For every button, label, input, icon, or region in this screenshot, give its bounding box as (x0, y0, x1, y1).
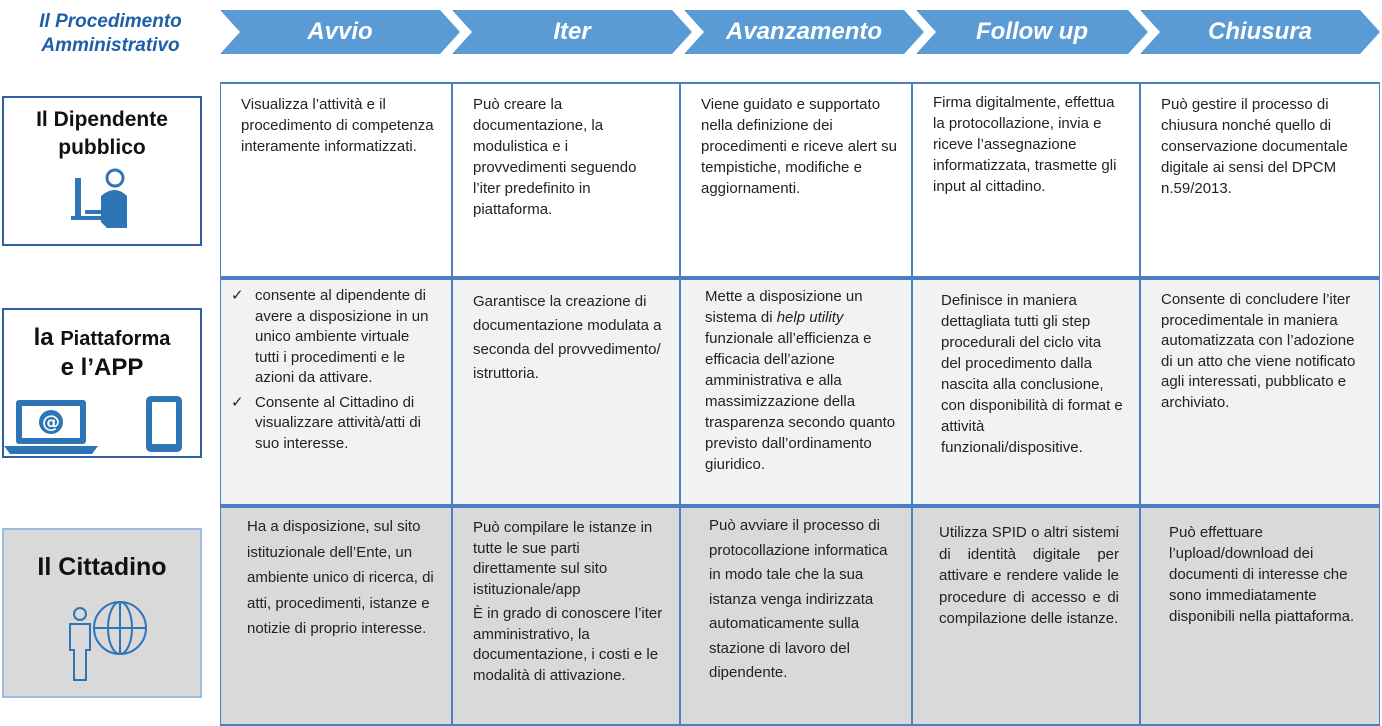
cell-piattaforma-chiusura: Consente di concludere l’iter procedimentale in maniera automatizzata con l’adozione di un atto che viene notificato agli interessati, pubblicato e archiviato. (1140, 278, 1380, 506)
cell-dipendente-avanzamento: Viene guidato e supportato nella definizione dei procedimenti e riceve alert su tempistiche, modifiche e aggiornamenti. (680, 82, 912, 278)
row-piattaforma (220, 278, 1380, 506)
phase-chiusura: Chiusura (1207, 18, 1312, 45)
cell-dipendente-followup: Firma digitalmente, effettua la protocollazione, invia e riceve l’assegnazione informatizzata, trasmette gli input al cittadino. (912, 82, 1140, 278)
check-item: ✓ Consente al Cittadino di visualizzare attività/atti di suo interesse. (231, 393, 421, 452)
cell-cittadino-chiusura: Può effettuare l’upload/download dei documenti di interesse che sono immediatamente disponibili nella piattaforma. (1140, 506, 1380, 726)
citizen-globe-icon (64, 594, 154, 686)
row-dipendente (220, 82, 1380, 278)
diagram-title (8, 10, 213, 58)
cell-cittadino-iter: Può compilare le istanze in tutte le sue parti direttamente sul sito istituzionale/app È in grado di conoscere l’iter amministrativo, la documentazione, i costi e le modalità di attivazione. (452, 506, 680, 726)
label-pre: la (33, 324, 54, 351)
phase-avanzamento: Avanzamento (725, 18, 883, 45)
check-mark: ✓ (231, 393, 244, 411)
phase-arrows (220, 10, 1380, 62)
check-item: ✓ consente al dipendente di avere a disposizione in un unico ambiente virtuale tutti i procedimenti e le azioni da attivare. (231, 287, 429, 386)
label-mid: Piattaforma (60, 328, 171, 350)
row-cittadino (220, 506, 1380, 726)
cell-dipendente-avvio: Visualizza l’attività e il procedimento di competenza interamente informatizzati. (220, 82, 452, 278)
cell-piattaforma-iter: Garantisce la creazione di documentazione modulata a seconda del provvedimento/ istruttoria. (452, 278, 680, 506)
phase-iter: Iter (553, 18, 591, 45)
label-line2: e l’APP (60, 354, 144, 381)
title-line-1: Il Procedimento (39, 11, 182, 32)
cell-piattaforma-avvio (220, 278, 452, 506)
cell-dipendente-chiusura: Può gestire il processo di chiusura nonché quello di conservazione documentale digitale ai sensi del DPCM n.59/2013. (1140, 82, 1380, 278)
check-mark: ✓ (231, 287, 244, 304)
title-line-2: Amministrativo (41, 35, 180, 56)
cell-piattaforma-avanzamento: Mette a disposizione un sistema di help utility funzionale all’efficienza e efficacia dell’azione amministrativa e alla massimizzazione della trasparenza secondo quanto previsto dall’ordinamento giuridico. (680, 278, 912, 506)
cell-cittadino-avvio: Ha a disposizione, sul sito istituzionale dell’Ente, un ambiente unico di ricerca, di atti, procedimenti, istanze e notizie di proprio interesse. (220, 506, 452, 726)
label-line: Il Dipendente (36, 108, 168, 131)
label-line: pubblico (58, 136, 146, 159)
phase-avvio: Avvio (307, 18, 373, 45)
row-label-dipendente (2, 96, 202, 246)
row-label-cittadino (2, 528, 202, 698)
phase-follow-up: Follow up (976, 18, 1088, 45)
laptop-tablet-icon (2, 386, 202, 466)
cell-cittadino-followup: Utilizza SPID o altri sistemi di identità digitale per attivare e rendere valide le procedure di accesso e di compilazione delle istanze. (912, 506, 1140, 726)
employee-at-computer-icon (67, 166, 137, 232)
label-line: Il Cittadino (37, 553, 167, 581)
cell-dipendente-iter: Può creare la documentazione, la modulistica e i provvedimenti seguendo l’iter predefinito in piattaforma. (452, 82, 680, 278)
row-label-piattaforma (2, 308, 202, 458)
svg-text:@: @ (42, 412, 60, 433)
cell-cittadino-avanzamento: Può avviare il processo di protocollazione informatica in modo tale che la sua istanza venga indirizzata automaticamente sulla stazione di lavoro del dipendente. (680, 506, 912, 726)
cell-piattaforma-followup: Definisce in maniera dettagliata tutti gli step procedurali del ciclo vita del procedimento dalla nascita alla conclusione, con disponibilità di format e attività funzionali/dispositive. (912, 278, 1140, 506)
